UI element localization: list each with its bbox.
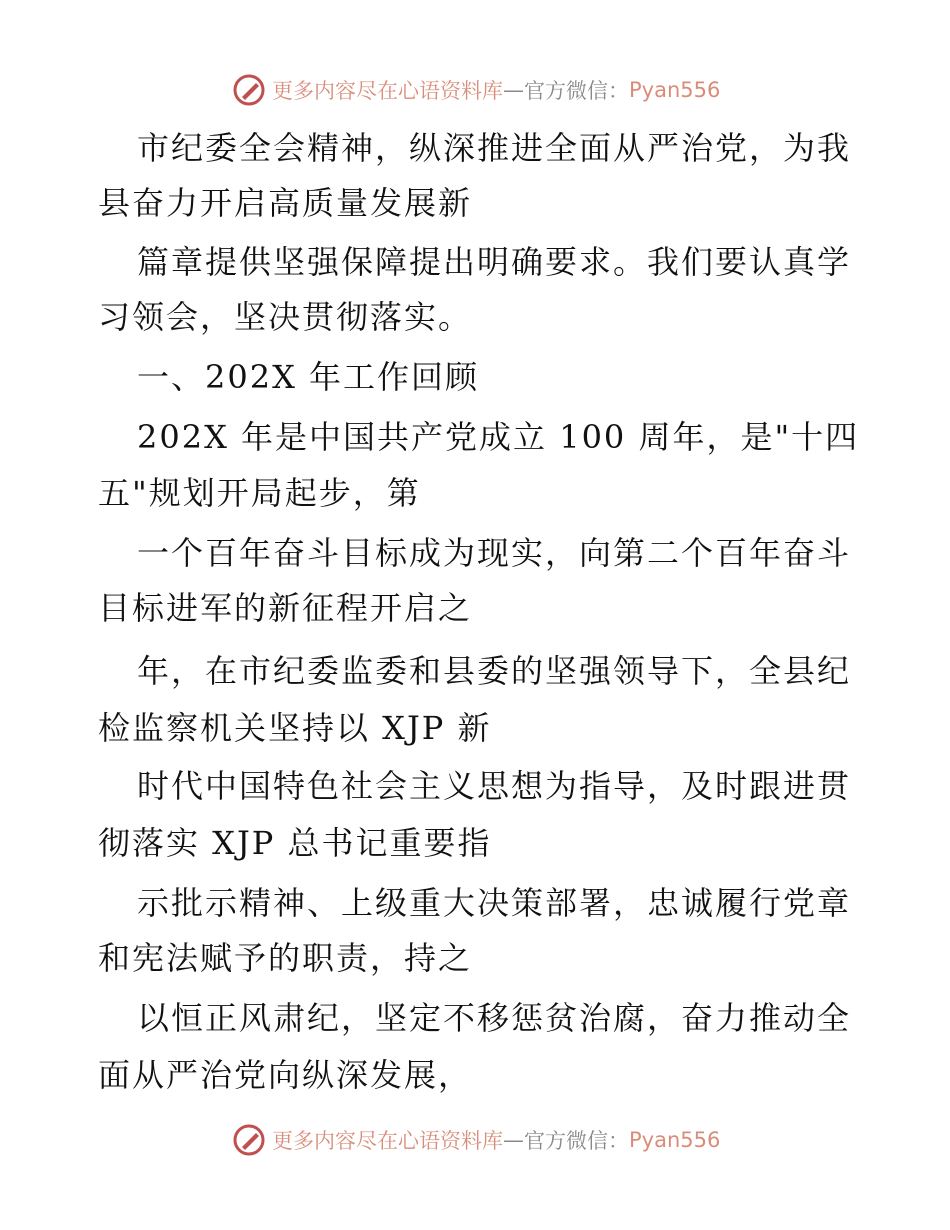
watermark-id: Pyan556 bbox=[629, 78, 721, 102]
watermark-sep: — bbox=[503, 1128, 524, 1152]
footer-watermark bbox=[232, 1120, 720, 1160]
text-line: 习领会，坚决贯彻落实。 bbox=[98, 298, 473, 336]
text-line: 以恒正风肃纪，坚定不移惩贫治腐，奋力推动全 bbox=[137, 999, 852, 1037]
header-watermark bbox=[232, 70, 720, 110]
watermark-site: 更多内容尽在心语资料库 bbox=[272, 79, 503, 103]
text-line: 彻落实 XJP 总书记重要指 bbox=[98, 824, 492, 862]
watermark-site: 更多内容尽在心语资料库 bbox=[272, 1129, 503, 1153]
watermark-label: 官方微信： bbox=[524, 79, 629, 103]
text-line: 县奋力开启高质量发展新 bbox=[98, 184, 473, 222]
watermark-label: 官方微信： bbox=[524, 1129, 629, 1153]
text-line: 示批示精神、上级重大决策部署，忠诚履行党章 bbox=[137, 884, 852, 922]
text-line: 目标进军的新征程开启之 bbox=[98, 589, 473, 627]
pen-logo-icon bbox=[232, 1123, 266, 1157]
text-line: 检监察机关坚持以 XJP 新 bbox=[98, 709, 492, 747]
text-line: 时代中国特色社会主义思想为指导，及时跟进贯 bbox=[137, 767, 852, 805]
pen-logo-icon bbox=[232, 73, 266, 107]
text-line: 市纪委全会精神，纵深推进全面从严治党，为我 bbox=[137, 129, 852, 167]
watermark-sep: — bbox=[503, 78, 524, 102]
text-line: 和宪法赋予的职责，持之 bbox=[98, 939, 473, 977]
text-line: 202X 年是中国共产党成立 100 周年，是"十四 bbox=[137, 418, 860, 456]
text-line: 面从严治党向纵深发展， bbox=[98, 1056, 473, 1094]
section-heading: 一、202X 年工作回顾 bbox=[137, 358, 480, 396]
text-line: 篇章提供坚强保障提出明确要求。我们要认真学 bbox=[137, 243, 852, 281]
text-line: 年，在市纪委监委和县委的坚强领导下，全县纪 bbox=[137, 652, 852, 690]
text-line: 一个百年奋斗目标成为现实，向第二个百年奋斗 bbox=[137, 534, 852, 572]
watermark-id: Pyan556 bbox=[629, 1128, 721, 1152]
text-line: 五"规划开局起步，第 bbox=[98, 474, 421, 512]
